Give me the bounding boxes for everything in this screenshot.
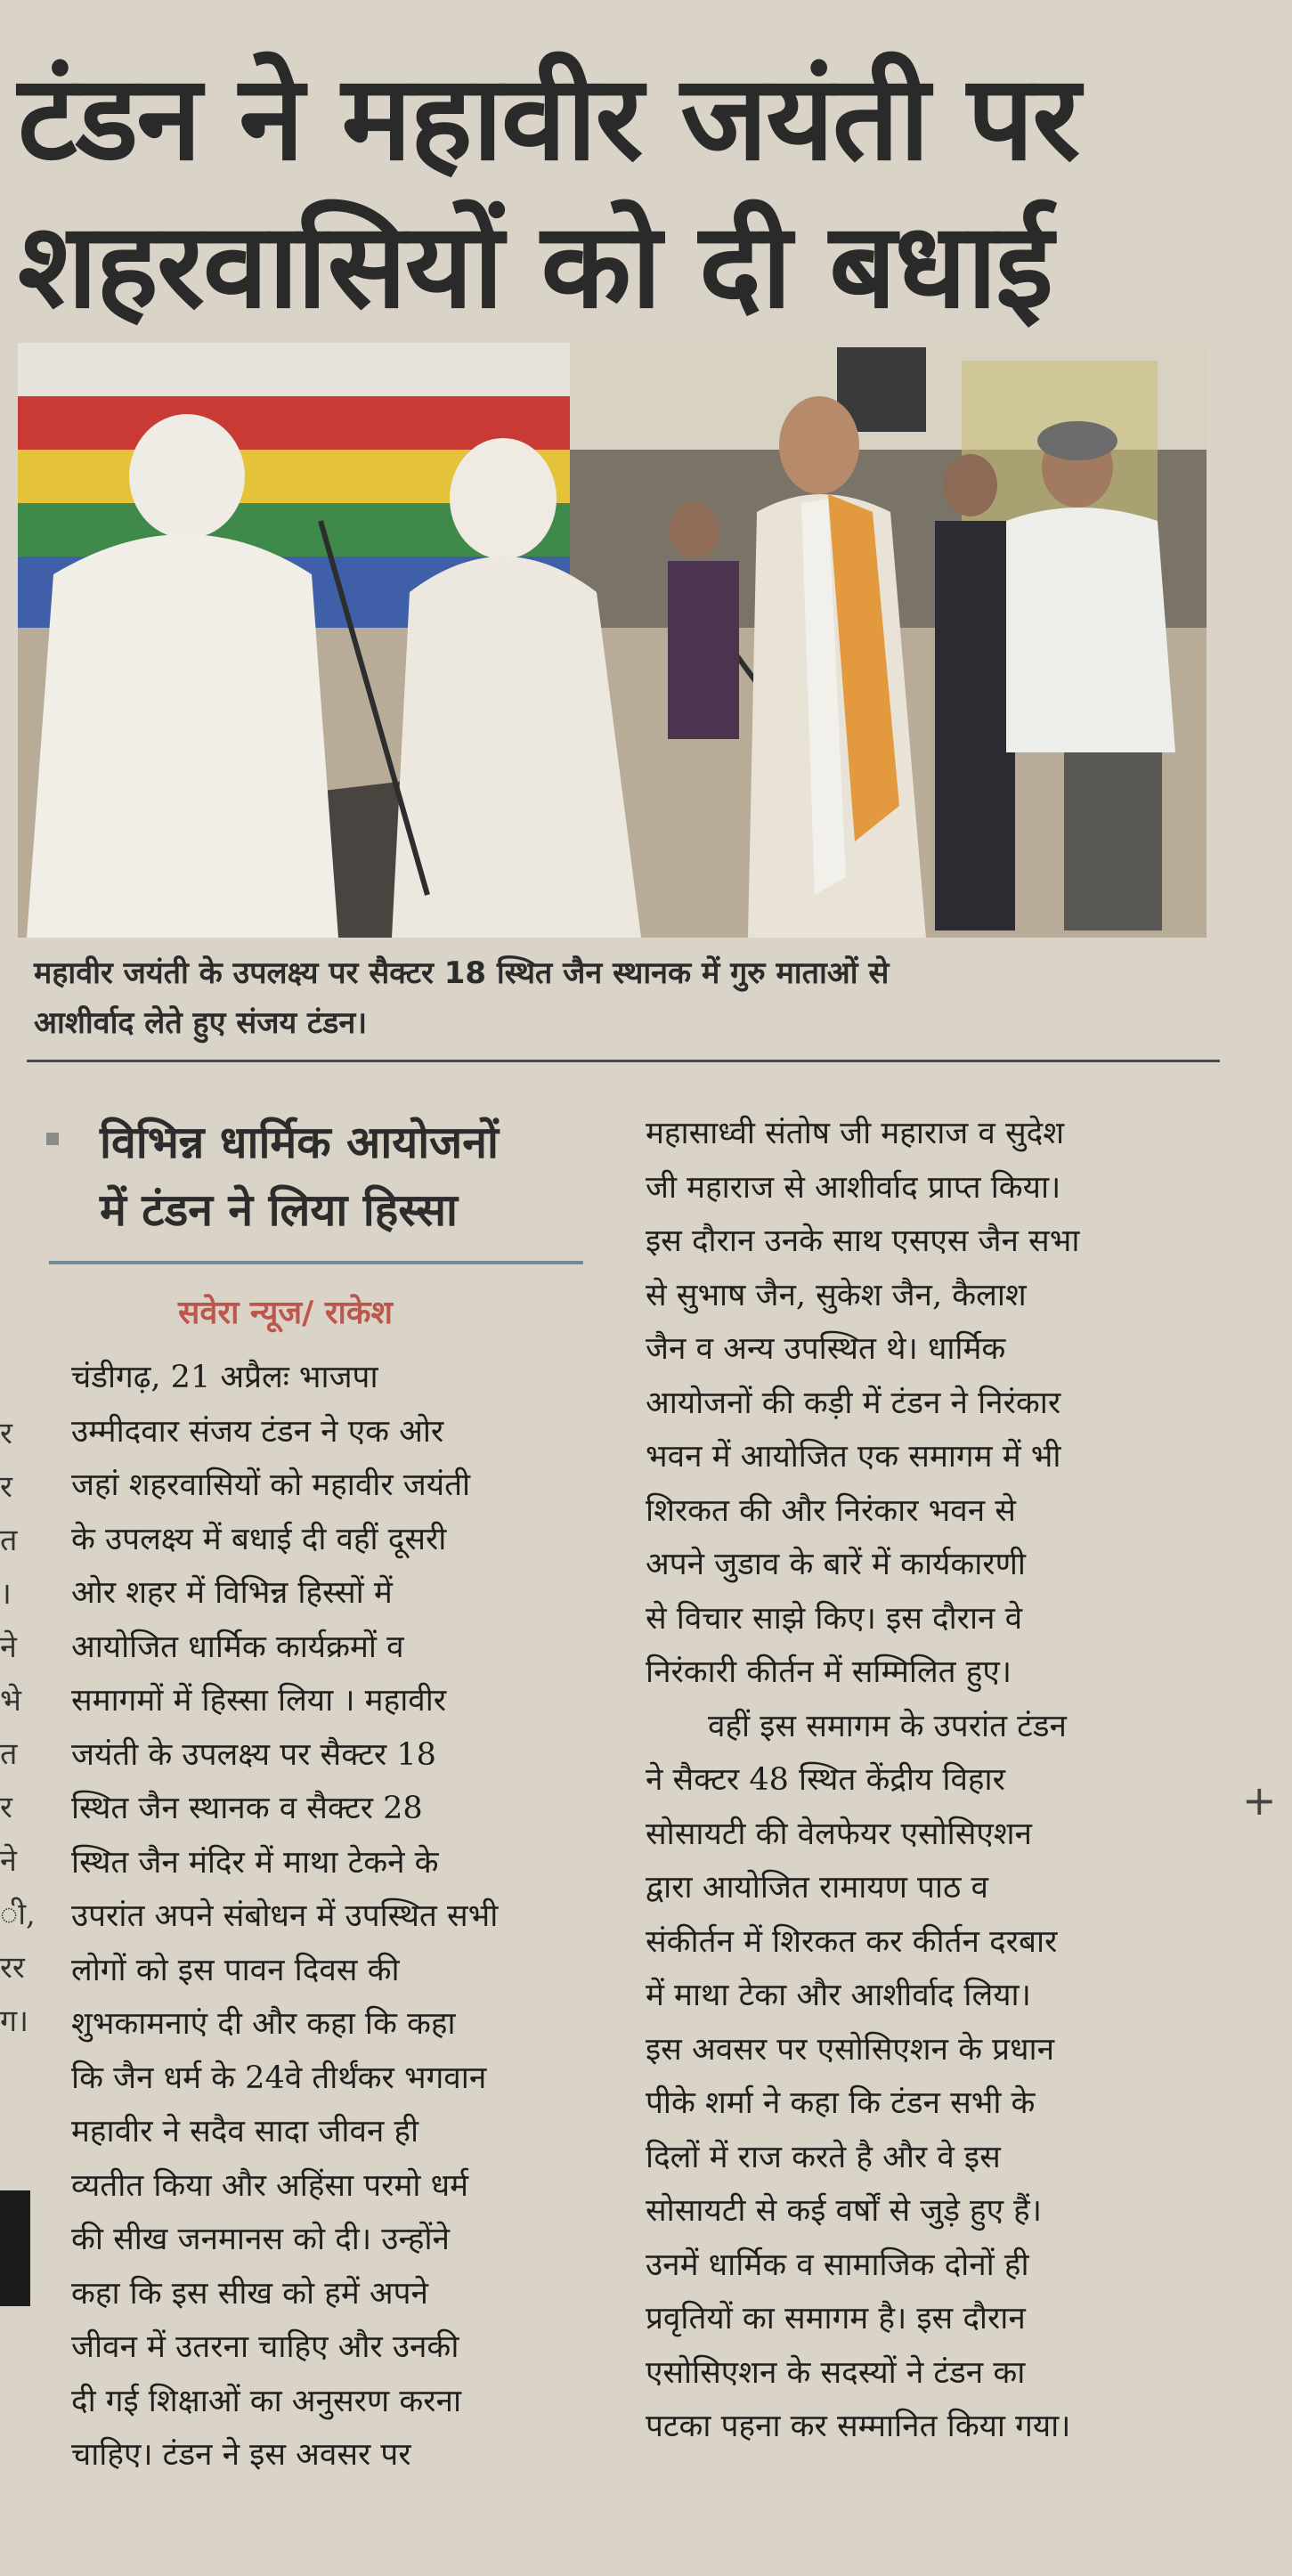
text-line: के उपलक्ष्य में बधाई दी वहीं दूसरी <box>71 1521 447 1557</box>
subheading <box>100 1109 598 1244</box>
text-line: ने सैक्टर 48 स्थित केंद्रीय विहार <box>646 1762 1005 1798</box>
text-line: से सुभाष जैन, सुकेश जैन, कैलाश <box>646 1277 1027 1313</box>
text-line: से विचार साझे किए। इस दौरान वे <box>646 1600 1023 1637</box>
text-line: लोगों को इस पावन दिवस की <box>71 1952 400 1988</box>
text-line: दी गई शिक्षाओं का अनुसरण करना <box>71 2383 462 2419</box>
text-line: स्थित जैन स्थानक व सैक्टर 28 <box>71 1791 423 1826</box>
news-photo <box>18 343 1207 938</box>
text-line: जैन व अन्य उपस्थित थे। धार्मिक <box>646 1331 1006 1367</box>
text-line: की सीख जनमानस को दी। उन्होंने <box>71 2222 450 2257</box>
text-fragment: रर <box>0 1950 25 1986</box>
text-line: आयोजित धार्मिक कार्यक्रमों व <box>71 1629 404 1665</box>
subheading-line-2: में टंडन ने लिया हिस्सा <box>100 1184 458 1236</box>
text-line: चाहिए। टंडन ने इस अवसर पर <box>71 2437 411 2473</box>
text-line: उम्मीदवार संजय टंडन ने एक ओर <box>71 1413 444 1450</box>
text-line: जी महाराज से आशीर्वाद प्राप्त किया। <box>646 1169 1061 1206</box>
text-line: एसोसिएशन के सदस्यों ने टंडन का <box>646 2354 1026 2391</box>
square-bullet-icon <box>46 1133 59 1145</box>
plus-mark-icon: + <box>1242 1776 1277 1824</box>
text-fragment: । <box>0 1576 12 1612</box>
text-line: चंडीगढ़, 21 अप्रैलः भाजपा <box>71 1360 378 1395</box>
text-line: उनमें धार्मिक व सामाजिक दोनों ही <box>646 2247 1029 2283</box>
headline <box>18 45 1264 340</box>
text-line: में माथा टेका और आशीर्वाद लिया। <box>646 1978 1031 2013</box>
text-line: ओर शहर में विभिन्न हिस्सों में <box>71 1575 393 1611</box>
text-line: पीके शर्मा ने कहा कि टंडन सभी के <box>646 2085 1036 2121</box>
caption-line-1: महावीर जयंती के उपलक्ष्य पर सैक्टर 18 स्थित जैन स्थानक में गुरु माताओं से <box>34 955 890 991</box>
text-line: इस दौरान उनके साथ एसएस जैन सभा <box>646 1223 1080 1259</box>
text-line: जयंती के उपलक्ष्य पर सैक्टर 18 <box>71 1736 436 1773</box>
adjacent-column-fragments <box>0 1407 36 2048</box>
text-line: शुभकामनाएं दी और कहा कि कहा <box>71 2006 456 2042</box>
text-line: अपने जुडाव के बारें में कार्यकारणी <box>646 1547 1026 1582</box>
text-fragment: र <box>0 1469 12 1505</box>
text-fragment: र <box>0 1790 12 1825</box>
text-line: जीवन में उतरना चाहिए और उनकी <box>71 2329 459 2365</box>
text-line: इस अवसर पर एसोसिएशन के प्रधान <box>646 2031 1055 2068</box>
text-line: उपरांत अपने संबोधन में उपस्थित सभी <box>71 1898 499 1934</box>
subheading-divider <box>49 1261 583 1264</box>
text-fragment: त <box>0 1523 18 1558</box>
text-fragment: र <box>0 1416 12 1451</box>
article-column-right <box>646 1107 1233 2454</box>
text-line: व्यतीत किया और अहिंसा परमो धर्म <box>71 2167 469 2204</box>
text-line: महासाध्वी संतोष जी महाराज व सुदेश <box>646 1116 1064 1151</box>
text-line: प्रवृतियों का समागम है। इस दौरान <box>646 2301 1026 2336</box>
text-line: निरंकारी कीर्तन में सम्मिलित हुए। <box>646 1654 1012 1690</box>
text-line: भवन में आयोजित एक समागम में भी <box>646 1439 1061 1475</box>
text-line: समागमों में हिस्सा लिया । महावीर <box>71 1683 447 1719</box>
subheading-line-1: विभिन्न धार्मिक आयोजनों <box>100 1117 499 1168</box>
text-line: आयोजनों की कड़ी में टंडन ने निरंकार <box>646 1385 1061 1421</box>
text-line: द्वारा आयोजित रामायण पाठ व <box>646 1870 988 1906</box>
text-line: वहीं इस समागम के उपरांत टंडन <box>708 1708 1067 1744</box>
headline-line-1: टंडन ने महावीर जयंती पर <box>18 50 1079 187</box>
text-line: कहा कि इस सीख को हमें अपने <box>71 2275 428 2312</box>
text-line: महावीर ने सदैव सादा जीवन ही <box>71 2114 419 2149</box>
photo-illustration <box>18 343 1207 938</box>
text-line: सोसायटी की वेलफेयर एसोसिएशन <box>646 1816 1032 1852</box>
text-fragment: ग। <box>0 2003 29 2039</box>
text-fragment: ने <box>0 1629 17 1665</box>
text-fragment: भे <box>0 1683 21 1719</box>
text-line: पटका पहना कर सम्मानित किया गया। <box>646 2409 1071 2444</box>
caption-line-2: आशीर्वाद लेते हुए संजय टंडन। <box>34 1005 368 1041</box>
text-line: शिरकत की और निरंकार भवन से <box>646 1492 1016 1529</box>
text-fragment: त <box>0 1736 18 1772</box>
adjacent-ad-edge <box>0 2190 30 2306</box>
text-line: संकीर्तन में शिरकत कर कीर्तन दरबार <box>646 1923 1058 1960</box>
text-line: जहां शहरवासियों को महावीर जयंती <box>71 1467 471 1503</box>
byline: सवेरा न्यूज/ राकेश <box>178 1295 394 1331</box>
text-line: दिलों में राज करते है और वे इस <box>646 2139 1001 2175</box>
article-column-left <box>71 1351 623 2483</box>
caption-divider <box>27 1060 1220 1062</box>
photo-caption <box>34 948 1209 1048</box>
text-fragment: ी, <box>0 1897 36 1932</box>
text-fragment: ने <box>0 1843 17 1879</box>
text-line: स्थित जैन मंदिर में माथा टेकने के <box>71 1844 439 1881</box>
headline-line-2: शहरवासियों को दी बधाई <box>18 198 1052 335</box>
text-line: कि जैन धर्म के 24वे तीर्थंकर भगवान <box>71 2060 487 2096</box>
text-line: सोसायटी से कई वर्षों से जुड़े हुए हैं। <box>646 2193 1042 2229</box>
